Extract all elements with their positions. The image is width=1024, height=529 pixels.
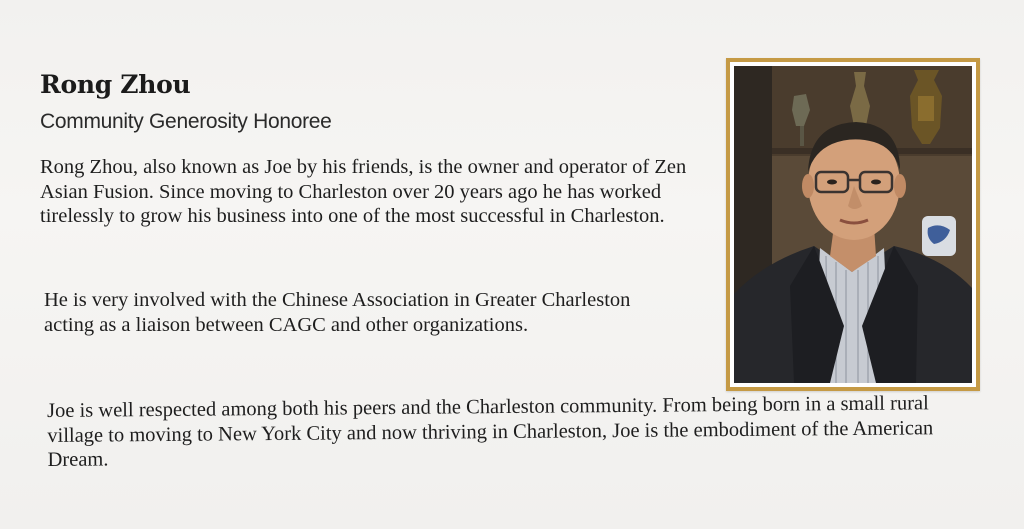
portrait-frame (726, 58, 980, 391)
bio-paragraph-2: He is very involved with the Chinese Association in Greater Charleston acting as a liaison between CAGC and other organizations. (44, 289, 631, 336)
honoree-title: Community Generosity Honoree (40, 110, 332, 133)
portrait-mat (730, 62, 976, 387)
bio-paragraph-1: Rong Zhou, also known as Joe by his friends, is the owner and operator of Zen Asian Fusion. Since moving to Charleston over 20 years ago he has worked tirelessly to grow his business into one of the most successful in Charleston. (40, 156, 687, 227)
honoree-name: Rong Zhou (40, 70, 191, 99)
bio-paragraph-3: Joe is well respected among both his peers and the Charleston community. From being born in a small rural village to moving to New York City and now thriving in Charleston, Joe is the embodiment of the American Dream. (47, 392, 934, 471)
portrait-photo (734, 66, 972, 383)
